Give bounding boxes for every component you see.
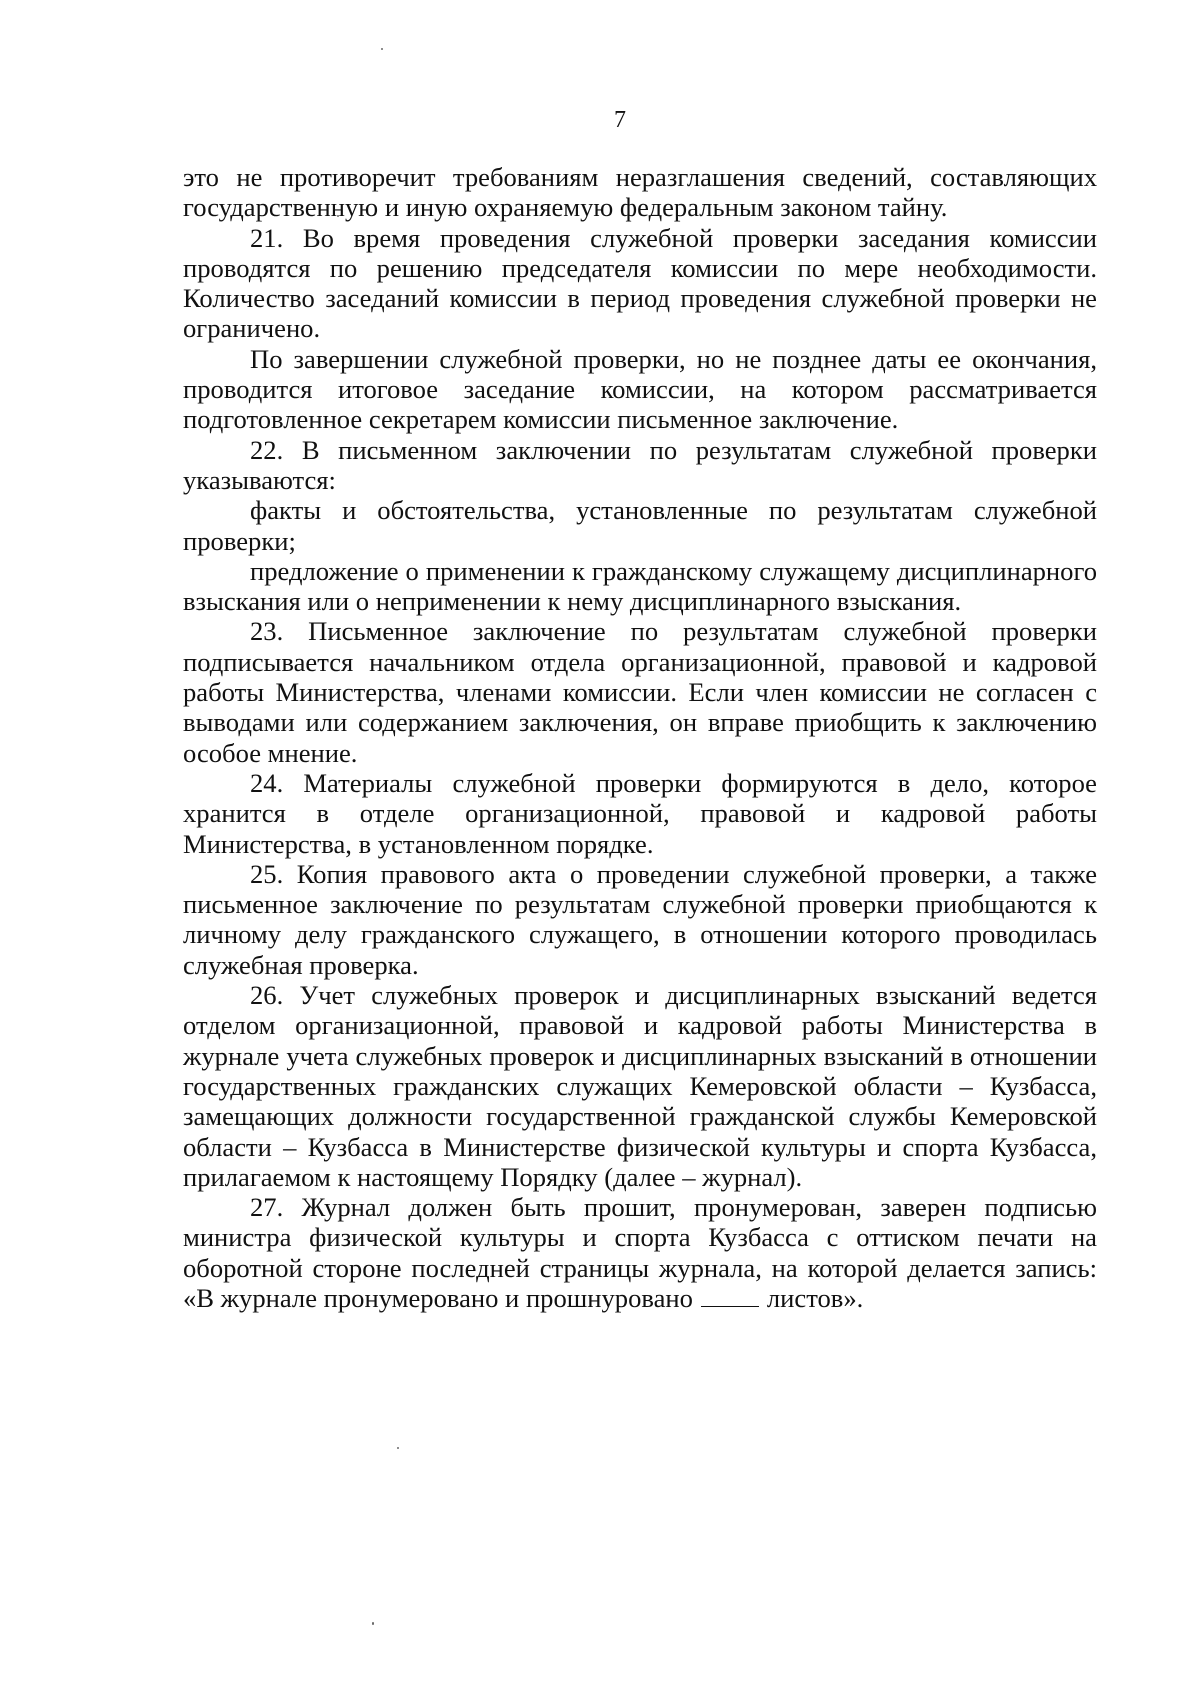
sheet-count-blank bbox=[701, 1288, 759, 1307]
paragraph-22: 22. В письменном заключении по результатам служебной проверки указываются: bbox=[183, 434, 1097, 495]
document-body bbox=[183, 162, 1097, 1313]
paragraph-22-facts: факты и обстоятельства, установленные по результатам служебной проверки; bbox=[183, 495, 1097, 556]
paragraph-27 bbox=[183, 1192, 1097, 1313]
scan-speck bbox=[372, 1622, 374, 1625]
scan-speck bbox=[397, 1447, 399, 1449]
paragraph-21-final-meeting: По завершении служебной проверки, но не позднее даты ее окончания, проводится итоговое заседание комиссии, на котором рассматривается подготовленное секретарем комиссии письменное заключение. bbox=[183, 343, 1097, 435]
paragraph-24: 24. Материалы служебной проверки формируются в дело, которое хранится в отделе организационной, правовой и кадровой работы Министерства, в установленном порядке. bbox=[183, 767, 1097, 859]
paragraph-25: 25. Копия правового акта о проведении служебной проверки, а также письменное заключение по результатам служебной проверки приобщаются к личному делу гражданского служащего, в отношении которого проводилась служебная проверка. bbox=[183, 858, 1097, 980]
paragraph-23: 23. Письменное заключение по результатам служебной проверки подписывается начальником отдела организационной, правовой и кадровой работы Министерства, членами комиссии. Если член комиссии не согласен с выводами или содержанием заключения, он вправе приобщить к заключению особое мнение. bbox=[183, 616, 1097, 768]
paragraph-22-proposal: предложение о применении к гражданскому служащему дисциплинарного взыскания или о неприменении к нему дисциплинарного взыскания. bbox=[183, 555, 1097, 617]
paragraph-21: 21. Во время проведения служебной проверки заседания комиссии проводятся по решению председателя комиссии по мере необходимости. Количество заседаний комиссии в период проведения служебной проверки не ограничено. bbox=[183, 222, 1097, 344]
paragraph-27-ending: листов». bbox=[766, 1282, 864, 1313]
scan-speck bbox=[381, 48, 383, 50]
page-number: 7 bbox=[614, 107, 626, 133]
paragraph-27-text: 27. Журнал должен быть прошит, пронумерован, заверен подписью министра физической культуры и спорта Кузбасса с оттиском печати на оборотной стороне последней страницы журнала, на которой делается запись: «В журнале пронумеровано и прошнуровано bbox=[183, 1192, 1097, 1313]
paragraph-continuation: это не противоречит требованиям неразглашения сведений, составляющих государственную и иную охраняемую федеральным законом тайну. bbox=[183, 162, 1097, 223]
paragraph-26: 26. Учет служебных проверок и дисциплинарных взысканий ведется отделом организационной, правовой и кадровой работы Министерства в журнале учета служебных проверок и дисциплинарных взысканий в отношении государственных гражданских служащих Кемеровской области – Кузбасса, замещающих должности государственной гражданской службы Кемеровской области – Кузбасса в Министерстве физической культуры и спорта Кузбасса, прилагаемом к настоящему Порядку (далее – журнал). bbox=[183, 980, 1097, 1192]
